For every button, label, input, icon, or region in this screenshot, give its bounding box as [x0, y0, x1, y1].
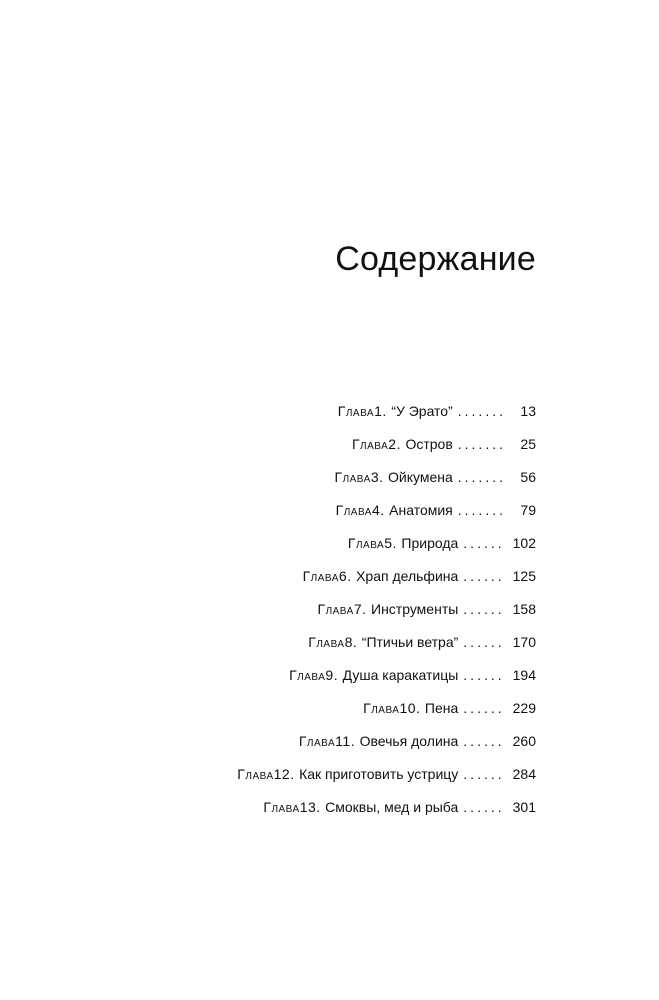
- dot-leader: ......: [463, 732, 505, 749]
- chapter-label: Глава: [302, 567, 339, 584]
- dot-leader: ......: [463, 600, 505, 617]
- dot-leader: .......: [457, 468, 506, 485]
- chapter-separator: .: [333, 666, 338, 683]
- toc-entry: [56, 724, 536, 757]
- table-of-contents: [56, 394, 536, 823]
- chapter-title: “У Эрато”: [391, 402, 453, 419]
- dot-leader: ......: [463, 765, 505, 782]
- chapter-separator: .: [379, 468, 383, 485]
- chapter-title: Ойкумена: [388, 468, 453, 485]
- chapter-number: 3: [370, 468, 380, 485]
- chapter-separator: .: [416, 699, 420, 716]
- dot-leader: .......: [457, 501, 506, 518]
- page-number: 158: [512, 600, 536, 617]
- chapter-number: 2: [388, 435, 397, 452]
- chapter-separator: .: [382, 402, 387, 419]
- chapter-label: Глава: [334, 468, 371, 485]
- chapter-separator: .: [316, 798, 321, 815]
- chapter-title: “Птичьи ветра”: [361, 633, 459, 650]
- dot-leader: ......: [463, 699, 505, 716]
- chapter-title: Природа: [401, 534, 459, 551]
- chapter-number: 5: [384, 534, 393, 551]
- chapter-separator: .: [347, 567, 352, 584]
- page-number: 25: [520, 435, 536, 452]
- page-title: Содержание: [335, 240, 536, 278]
- toc-entry: [56, 757, 536, 790]
- dot-leader: .......: [457, 402, 506, 419]
- dot-leader: ......: [463, 534, 505, 551]
- toc-entry: [56, 493, 536, 526]
- toc-entry: [56, 460, 536, 493]
- toc-entry: [56, 526, 536, 559]
- chapter-number: 10: [399, 699, 417, 716]
- chapter-title: Смоквы, мед и рыба: [325, 798, 459, 815]
- page-number: 13: [520, 402, 536, 419]
- chapter-title: Остров: [405, 435, 453, 452]
- chapter-title: Как приготовить устрицу: [299, 765, 459, 782]
- chapter-title: Пена: [424, 699, 459, 716]
- chapter-number: 13: [299, 798, 317, 815]
- chapter-number: 8: [344, 633, 353, 650]
- chapter-number: 1: [374, 402, 383, 419]
- page-number: 229: [512, 699, 536, 716]
- chapter-number: 12: [273, 765, 291, 782]
- chapter-title: Душа каракатицы: [342, 666, 459, 683]
- chapter-title: Инструменты: [371, 600, 459, 617]
- chapter-title: Овечья долина: [359, 732, 459, 749]
- page-number: 284: [512, 765, 536, 782]
- chapter-label: Глава: [263, 798, 300, 815]
- page-number: 170: [512, 633, 536, 650]
- chapter-title: Храп дельфина: [356, 567, 459, 584]
- chapter-number: 4: [371, 501, 381, 518]
- chapter-separator: .: [350, 732, 355, 749]
- toc-entry: [56, 427, 536, 460]
- chapter-separator: .: [290, 765, 295, 782]
- chapter-label: Глава: [237, 765, 274, 782]
- chapter-label: Глава: [347, 534, 385, 551]
- chapter-title: Анатомия: [389, 501, 453, 518]
- chapter-separator: .: [362, 600, 366, 617]
- chapter-separator: .: [380, 501, 385, 518]
- page-number: 125: [512, 567, 536, 584]
- dot-leader: ......: [463, 567, 505, 584]
- dot-leader: ......: [463, 798, 505, 815]
- chapter-separator: .: [352, 633, 357, 650]
- dot-leader: ......: [463, 633, 505, 650]
- chapter-separator: .: [392, 534, 397, 551]
- page-number: 194: [512, 666, 536, 683]
- chapter-number: 6: [338, 567, 348, 584]
- chapter-label: Глава: [289, 666, 326, 683]
- page-number: 102: [512, 534, 536, 551]
- chapter-separator: .: [396, 435, 401, 452]
- chapter-label: Глава: [317, 600, 354, 617]
- chapter-label: Глава: [363, 699, 400, 716]
- toc-entry: [56, 790, 536, 823]
- toc-entry: [56, 625, 536, 658]
- dot-leader: .......: [457, 435, 506, 452]
- chapter-label: Глава: [308, 633, 345, 650]
- toc-entry: [56, 658, 536, 691]
- toc-entry: [56, 691, 536, 724]
- toc-entry: [56, 559, 536, 592]
- chapter-number: 11: [335, 732, 351, 749]
- chapter-label: Глава: [337, 402, 375, 419]
- page-number: 56: [520, 468, 536, 485]
- page-number: 79: [520, 501, 536, 518]
- toc-entry: [56, 394, 536, 427]
- page-number: 301: [512, 798, 536, 815]
- toc-entry: [56, 592, 536, 625]
- chapter-label: Глава: [335, 501, 372, 518]
- chapter-number: 9: [325, 666, 334, 683]
- chapter-number: 7: [353, 600, 363, 617]
- chapter-label: Глава: [298, 732, 336, 749]
- dot-leader: ......: [463, 666, 505, 683]
- chapter-label: Глава: [351, 435, 389, 452]
- page-number: 260: [512, 732, 536, 749]
